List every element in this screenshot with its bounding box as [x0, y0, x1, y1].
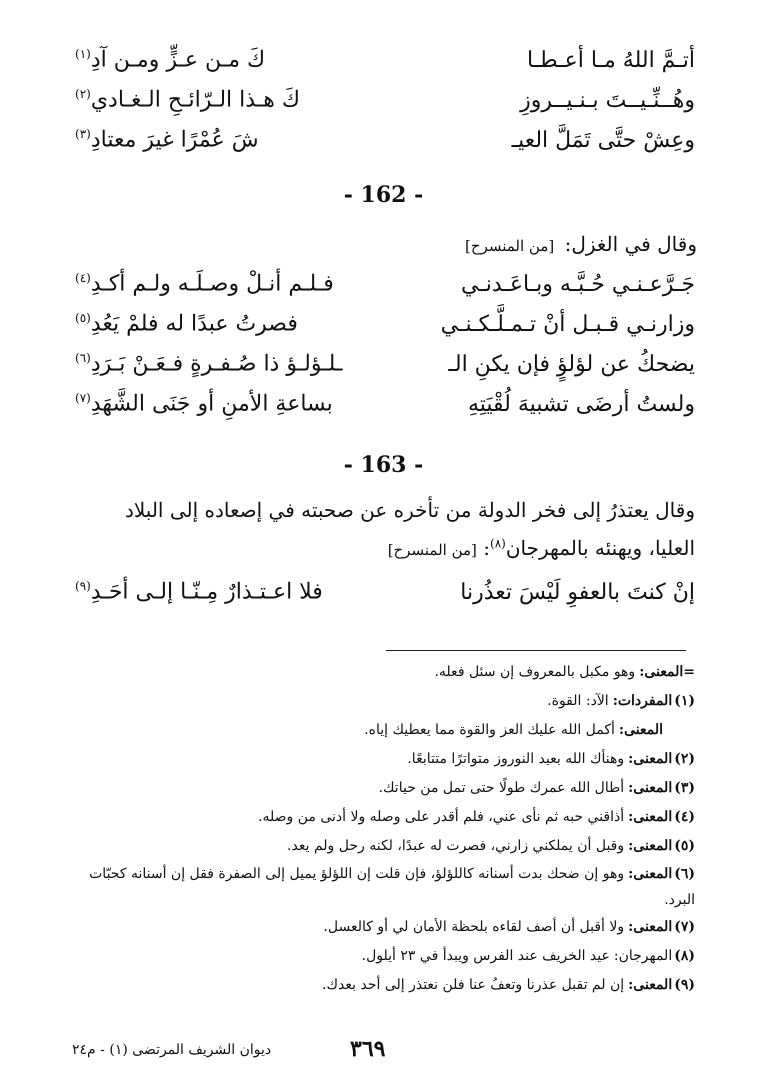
- verse-second-hemistich: فـلـم أنـلْ وصـلَـه ولـم أكـدِ$^{(٤)}$: [75, 271, 334, 297]
- footnote-ref: (٣): [75, 127, 91, 142]
- footnote-ref: (٧): [75, 391, 91, 406]
- footnote-ref: (٩): [75, 579, 91, 594]
- verse-second-hemistich: بساعةِ الأمنِ أو جَنَى الشَّهَدِ$^{(٧)}$: [75, 391, 333, 417]
- verse-first-hemistich: يضحكُ عن لؤلؤٍ فإن يكنِ الـ: [448, 351, 695, 377]
- verse-second-hemistich: ـلـؤلـؤ ذا صُـفـرةٍ فـعَـنْ بَـرَدِ$^{(٦)}$: [75, 351, 343, 377]
- verse-first-hemistich: أتـمَّ اللهُ مـا أعـطـا: [526, 47, 695, 73]
- verse-line: [75, 82, 695, 118]
- footnote-item: (٤)المعنى:أذاقني حبه ثم نأى عني، فلم أقدر على وصله ولا أدنى من وصله.: [258, 809, 695, 825]
- verse-first-hemistich: ولستُ أرضَى تشبيهَ لُقْيَتِهِ: [467, 391, 695, 417]
- verse-first-hemistich: جَـرَّعـنـي حُـبَّـه وبـاعَـدنـي: [460, 271, 695, 297]
- poem-number-heading: - 163 -: [343, 452, 424, 478]
- footnote-ref: (٥): [75, 311, 91, 326]
- meter-label: [من المنسرح]: [387, 541, 477, 559]
- footnote-item: (٥)المعنى:وقبل أن يملكني زارني، فصرت له عبدًا، لكنه رحل ولم يعد.: [287, 838, 695, 854]
- verse-line: [75, 122, 695, 158]
- verse-second-hemistich: كَ هـذا الـرّائـحِ الـغـادي$^{(٢)}$: [75, 87, 300, 113]
- footnote-ref: (١): [75, 47, 91, 62]
- footnote-item: (٢)المعنى:وهنأك الله بعيد النوروز متواترًا متتابعًا.: [407, 751, 695, 767]
- footnote-ref: (٨): [490, 536, 506, 551]
- footnote-item: (٩)المعنى:إن لم تقبل عذرنا وتعفُ عنا فلن نعتذر إلى أحد بعدك.: [322, 977, 695, 993]
- footnote-ref: (٤): [75, 271, 91, 286]
- poem-number-heading: - 162 -: [343, 182, 424, 208]
- verse-second-hemistich: فصرتُ عبدًا له فلمْ يَعُدِ$^{(٥)}$: [75, 311, 298, 337]
- poem-intro-text: وقال في الغزل:: [564, 232, 697, 256]
- verse-line: [75, 306, 695, 342]
- verse-first-hemistich: وزارنـي قـبـل أنْ تـمـلَّـكـنـي: [440, 311, 695, 337]
- footnote-item: (١)المفردات:الآد: القوة.: [547, 693, 695, 709]
- footnote-divider: [386, 650, 686, 651]
- verse-line: [75, 42, 695, 78]
- verse-line: [75, 386, 695, 422]
- page-number: ٣٦٩: [350, 1036, 386, 1062]
- footnote-ref: (٢): [75, 87, 91, 102]
- footnote-item: (٣)المعنى:أطال الله عمرك طولًا حتى تمل من حياتك.: [378, 780, 695, 796]
- verse-second-hemistich: شَ عُمْرًا غيرَ معتادِ$^{(٣)}$: [75, 127, 259, 153]
- book-title-footer: ديوان الشريف المرتضى (١) - م٢٤: [72, 1042, 272, 1058]
- footnote-ref: (٦): [75, 351, 91, 366]
- poem-intro: [465, 232, 697, 256]
- verse-first-hemistich: إنْ كنتَ بالعفوِ لَيْسَ تعذُرنا: [460, 579, 695, 605]
- verse-first-hemistich: وهُــنِّـيــتَ بـنـيــروزِ: [520, 87, 695, 113]
- footnote-item: المعنى:أكمل الله عليك العز والقوة مما يعطيك إياه.: [364, 722, 663, 738]
- footnote-item: (٨)المهرجان:عيد الخريف عند الفرس ويبدأ في ٢٣ أيلول.: [361, 948, 695, 964]
- footnote-item: (٧)المعنى:ولا أقبل أن أصف لقاءه بلحظة الأمان لي أو كالعسل.: [323, 919, 695, 935]
- poem-intro-line: وقال يعتذرُ إلى فخر الدولة من تأخره عن صحبته في إصعاده إلى البلاد: [124, 498, 695, 522]
- verse-second-hemistich: فلا اعـتـذارٌ مِـنّـا إلـى أحَـدِ$^{(٩)}$: [75, 579, 323, 605]
- verse-line: [75, 574, 695, 610]
- poem-intro-line: العليا، ويهنئه بالمهرجان$^{(٨)}$: [من المنسرح]: [387, 536, 695, 560]
- footnote-item: (٦)المعنى:وهو إن ضحك بدت أسنانه كاللؤلؤ، فإن قلت إن اللؤلؤ يميل إلى الصفرة فقل إن أسنانه كحبّات البرد.: [89, 866, 695, 908]
- verse-second-hemistich: كَ مـن عـزٍّ ومـن آدِ$^{(١)}$: [75, 47, 266, 73]
- footnotes: [65, 658, 695, 1000]
- footnote-item: =المعنى:وهو مكبل بالمعروف إن سئل فعله.: [434, 664, 695, 680]
- verse-line: [75, 346, 695, 382]
- verse-line: [75, 266, 695, 302]
- verse-first-hemistich: وعِشْ حتَّى تَمَلَّ العيـ: [511, 127, 695, 153]
- meter-label: [من المنسرح]: [465, 237, 555, 255]
